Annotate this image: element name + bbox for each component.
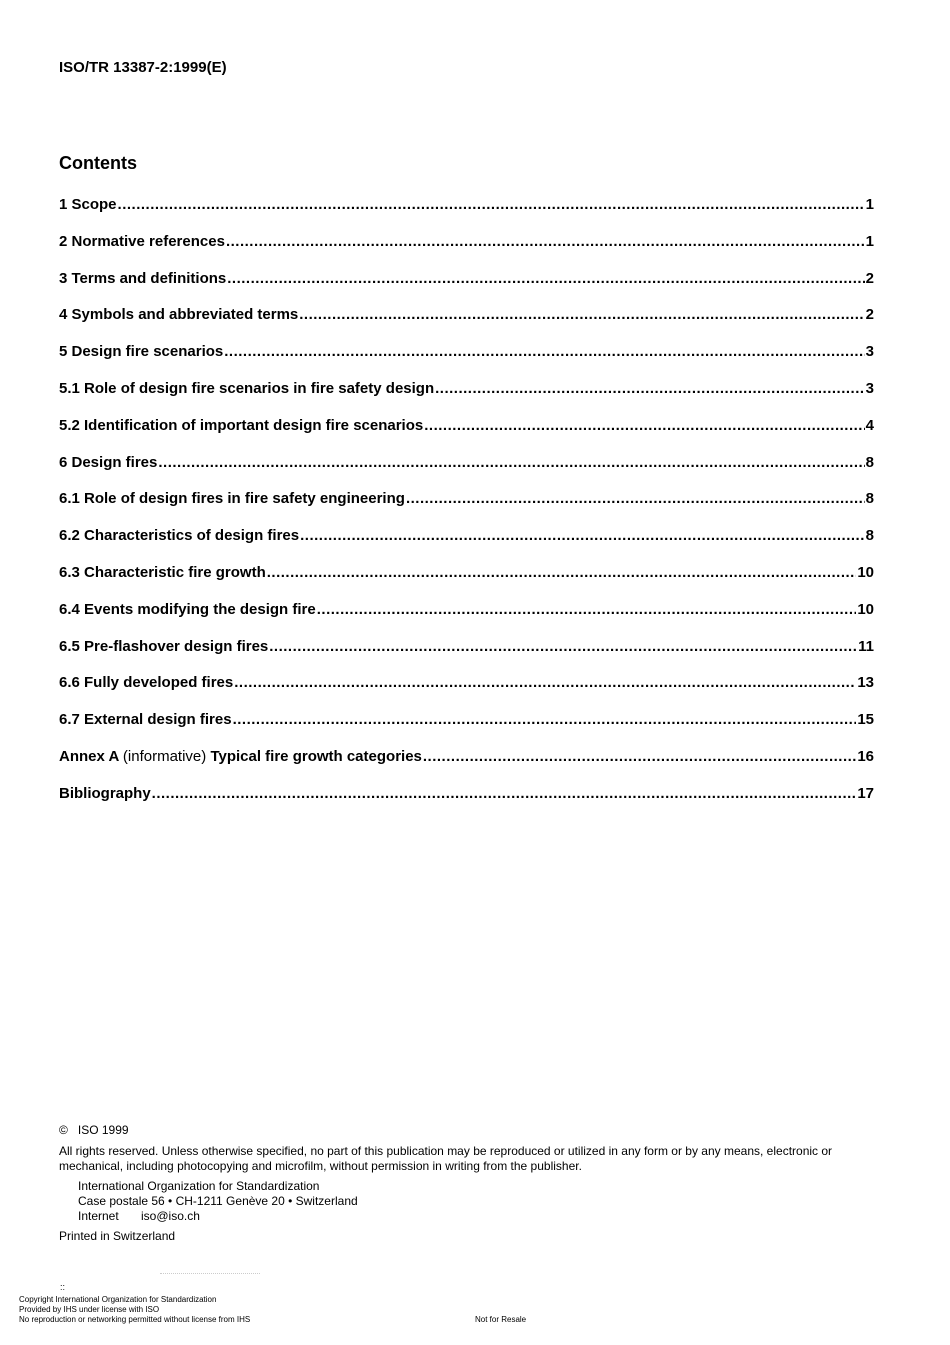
dot-leader — [152, 785, 857, 802]
dot-leader — [406, 490, 865, 507]
internet-email-link[interactable]: iso@iso.ch — [141, 1209, 200, 1223]
toc-entry-label: 5 Design fire scenarios — [59, 343, 224, 361]
footer-dots: :: — [60, 1282, 66, 1292]
copyright-line — [59, 1123, 879, 1138]
toc-entry-label: 5.2 Identification of important design fire scenarios — [59, 416, 424, 434]
toc-entry-5-1[interactable] — [59, 380, 874, 417]
toc-page-number: 8 — [865, 527, 874, 545]
toc-page-number: 1 — [865, 232, 874, 250]
dot-leader — [317, 601, 857, 618]
publisher-address — [59, 1179, 879, 1224]
toc-page-number: 8 — [865, 453, 874, 471]
table-of-contents — [59, 196, 874, 822]
toc-page-number: 3 — [865, 379, 874, 397]
toc-entry-label: 6.7 External design fires — [59, 711, 232, 729]
toc-page-number: 15 — [857, 711, 874, 729]
toc-entry-6-design-fires[interactable] — [59, 454, 874, 491]
toc-entry-label: 6 Design fires — [59, 453, 158, 471]
dot-leader — [424, 417, 864, 434]
org-internet — [78, 1209, 879, 1224]
toc-entry-6-1[interactable] — [59, 490, 874, 527]
toc-page-number: 3 — [865, 343, 874, 361]
toc-entry-3-terms-and-definitions[interactable] — [59, 270, 874, 307]
org-postal-address: Case postale 56 • CH-1211 Genève 20 • Switzerland — [78, 1194, 358, 1208]
annex-title: Typical fire growth categories — [210, 747, 422, 765]
faint-scan-marks — [160, 1273, 260, 1276]
toc-entry-label: 6.3 Characteristic fire growth — [59, 563, 266, 581]
toc-page-number: 4 — [865, 416, 874, 434]
dot-leader — [435, 380, 865, 397]
dot-leader — [158, 454, 864, 471]
toc-entry-6-7[interactable] — [59, 711, 874, 748]
toc-entry-bibliography[interactable] — [59, 785, 874, 822]
toc-page-number: 17 — [857, 784, 874, 802]
copyright-notice — [59, 1123, 879, 1244]
toc-entry-5-design-fire-scenarios[interactable] — [59, 343, 874, 380]
contents-heading: Contents — [59, 153, 137, 173]
license-footer — [19, 1295, 250, 1325]
dot-leader — [118, 196, 865, 213]
toc-entry-label: 3 Terms and definitions — [59, 269, 227, 287]
dot-leader — [224, 343, 864, 360]
toc-entry-6-6[interactable] — [59, 674, 874, 711]
dot-leader — [234, 674, 856, 691]
toc-page-number: 16 — [857, 747, 874, 765]
toc-page-number: 8 — [865, 490, 874, 508]
toc-entry-label: Bibliography — [59, 784, 151, 802]
dot-leader — [227, 270, 864, 287]
toc-page-number: 10 — [857, 600, 874, 618]
toc-entry-6-5[interactable] — [59, 638, 874, 675]
copyright-year: ISO 1999 — [77, 1123, 129, 1137]
toc-entry-label: 1 Scope — [59, 196, 117, 213]
dot-leader — [267, 564, 857, 581]
toc-page-number: 11 — [858, 637, 874, 655]
dot-leader — [299, 306, 864, 323]
toc-entry-label: 4 Symbols and abbreviated terms — [59, 306, 299, 324]
toc-entry-label: 6.4 Events modifying the design fire — [59, 600, 316, 618]
toc-entry-label — [59, 748, 422, 765]
toc-entry-label: 6.1 Role of design fires in fire safety engineering — [59, 490, 405, 508]
dot-leader — [269, 638, 857, 655]
dot-leader — [423, 748, 856, 765]
toc-page-number: 13 — [857, 674, 874, 692]
printed-in: Printed in Switzerland — [59, 1229, 176, 1243]
toc-entry-4-symbols[interactable] — [59, 306, 874, 343]
toc-entry-5-2[interactable] — [59, 417, 874, 454]
annex-note: (informative) — [122, 747, 207, 765]
toc-entry-6-4[interactable] — [59, 601, 874, 638]
license-line-3: No reproduction or networking permitted without license from IHS — [19, 1315, 251, 1324]
toc-page-number: 1 — [865, 196, 874, 213]
internet-label: Internet — [78, 1209, 119, 1223]
toc-entry-label: 6.5 Pre-flashover design fires — [59, 637, 269, 655]
toc-page-number: 2 — [865, 269, 874, 287]
document-id: ISO/TR 13387-2:1999(E) — [59, 59, 227, 76]
copyright-symbol: © — [59, 1123, 68, 1137]
toc-entry-annex-a[interactable] — [59, 748, 874, 785]
toc-entry-label: 6.6 Fully developed fires — [59, 674, 234, 692]
dot-leader — [226, 233, 865, 250]
toc-entry-label: 2 Normative references — [59, 232, 225, 250]
toc-entry-2-normative-references[interactable] — [59, 233, 874, 270]
annex-prefix: Annex A — [59, 747, 119, 765]
dot-leader — [233, 711, 857, 728]
toc-entry-1-scope[interactable] — [59, 196, 874, 233]
toc-entry-label: 6.2 Characteristics of design fires — [59, 527, 300, 545]
license-line-2: Provided by IHS under license with ISO — [19, 1305, 160, 1314]
not-for-resale: Not for Resale — [475, 1315, 527, 1324]
rights-statement: All rights reserved. Unless otherwise specified, no part of this publication may be reproduced or utilized in any form or by any means, electronic or mechanical, including photocopying and microfilm, without permission in writing from the publisher. — [59, 1144, 833, 1173]
toc-entry-label: 5.1 Role of design fire scenarios in fire safety design — [59, 379, 435, 397]
toc-page-number: 10 — [857, 563, 874, 581]
toc-entry-6-3[interactable] — [59, 564, 874, 601]
toc-page-number: 2 — [865, 306, 874, 324]
org-name: International Organization for Standardization — [78, 1179, 320, 1193]
license-line-1: Copyright International Organization for Standardization — [19, 1295, 217, 1304]
dot-leader — [300, 527, 865, 544]
toc-entry-6-2[interactable] — [59, 527, 874, 564]
